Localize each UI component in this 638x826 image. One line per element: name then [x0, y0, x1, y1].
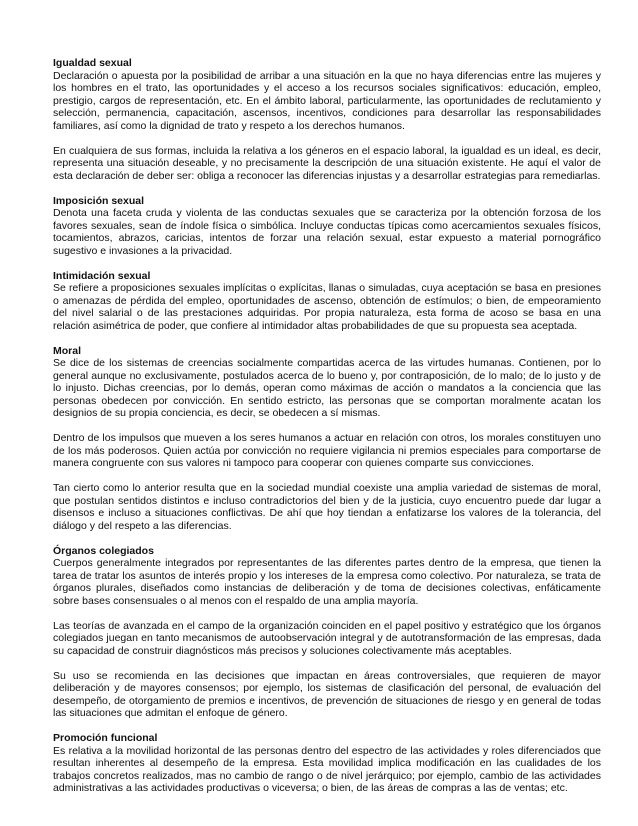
definition-paragraph: Se dice de los sistemas de creencias socialmente compartidas acerca de las virtudes humanas. Contienen, por lo general aunque no exclusivamente, postulados acerca de lo bueno y, por contraposición, de lo malo; de lo justo y de lo injusto. Dichas creencias, por lo demás, operan como máximas de acción o mandatos a la conciencia que las personas obedecen por convicción. En sentido estricto, las personas que se comportan moralmente acatan los designios de su propia conciencia, es decir, se obedecen a sí mismas. — [53, 357, 601, 419]
term-heading: Promoción funcional — [53, 732, 158, 744]
term-heading: Imposición sexual — [53, 194, 145, 207]
definition-paragraph: Se refiere a proposiciones sexuales implícitas o explícitas, llanas o simuladas, cuya aceptación se basa en presiones o amenazas de pérdida del empleo, oportunidades de ascenso, obtención de estímulos; o bien, de empeoramiento del nivel salarial o de las prestaciones adquiridas. Por propia naturaleza, esta forma de acoso se basa en una relación asimétrica de poder, que confiere al intimidador altas probabilidades de que su propuesta sea aceptada. — [53, 282, 601, 332]
term-heading: Intimidación sexual — [53, 269, 151, 282]
section-intimidacion-sexual — [53, 270, 601, 333]
term-heading: Moral — [53, 344, 82, 357]
definition-paragraph: Dentro de los impulsos que mueven a los seres humanos a actuar en relación con otros, los morales constituyen uno de los más poderosos. Quien actúa por convicción no requiere vigilancia ni premios especiales para comportarse de manera congruente con sus valores ni tampoco para cooperar con quienes comparte sus convicciones. — [53, 432, 601, 469]
term-heading: Órganos colegiados — [53, 544, 154, 557]
definition-paragraph: En cualquiera de sus formas, incluida la relativa a los géneros en el espacio laboral, la igualdad es un ideal, es decir, representa una situación deseable, y no precisamente la descripción de una situación existente. He aquí el valor de esta declaración de deber ser: obliga a reconocer las diferencias injustas y a desarrollar estrategias para remediarlas. — [53, 144, 601, 182]
section-organos-colegiados — [53, 545, 601, 720]
definition-paragraph: Las teorías de avanzada en el campo de la organización coinciden en el papel positivo y estratégico que los órganos colegiados juegan en tanto mecanismos de autoobservación integral y de autotransformación de las empresas, dada su capacidad de construir diagnósticos más precisos y soluciones colectivamente más aceptables. — [53, 619, 601, 657]
section-imposicion-sexual — [53, 195, 601, 258]
section-moral — [53, 345, 601, 533]
document-page — [53, 57, 601, 795]
definition-paragraph: Cuerpos generalmente integrados por representantes de las diferentes partes dentro de la empresa, que tienen la tarea de tratar los asuntos de interés propio y los intereses de la empresa como colectivo. Por naturaleza, se trata de órganos plurales, diseñados como instancias de deliberación y de toma de decisiones colectivas, enfáticamente sobre bases consensuales o al menos con el respaldo de una amplia mayoría. — [53, 557, 601, 607]
definition-paragraph: Denota una faceta cruda y violenta de las conductas sexuales que se caracteriza por la obtención forzosa de los favores sexuales, sean de índole física o simbólica. Incluye conductas típicas como acercamientos sexuales físicos, tocamientos, abrazos, caricias, intentos de forzar una relación sexual, estar expuesto a material pornográfico sugestivo e invasiones a la privacidad. — [53, 207, 601, 257]
section-promocion-funcional — [53, 732, 601, 795]
definition-paragraph: Declaración o apuesta por la posibilidad de arribar a una situación en la que no haya diferencias entre las mujeres y los hombres en el trato, las oportunidades y el acceso a los recursos sociales significativos: educación, empleo, prestigio, cargos de representación, etc. En el ámbito laboral, particularmente, las oportunidades de reclutamiento y selección, permanencia, capacitación, ascensos, incentivos, condiciones para desarrollar las responsabilidades familiares, así como la dignidad de trato y respeto a los derechos humanos. — [53, 69, 601, 132]
definition-paragraph: Su uso se recomienda en las decisiones que impactan en áreas controversiales, que requieren de mayor deliberación y de mayores consensos; por ejemplo, los sistemas de clasificación del personal, de evaluación del desempeño, de otorgamiento de premios e incentivos, de prevención de situaciones de riesgo y en general de todas las situaciones que admitan el enfoque de género. — [53, 669, 601, 719]
section-igualdad-sexual — [53, 57, 601, 182]
definition-paragraph: Es relativa a la movilidad horizontal de las personas dentro del espectro de las actividades y roles diferenciados que resultan inherentes al desempeño de la empresa. Esta movilidad implica modificación en las cualidades de los trabajos concretos realizados, mas no cambio de rango o de nivel jerárquico; por ejemplo, cambio de las actividades administrativas a las actividades productivas o viceversa; o bien, de las áreas de compras a las de ventas; etc. — [53, 744, 601, 794]
term-heading: Igualdad sexual — [53, 57, 132, 69]
definition-paragraph: Tan cierto como lo anterior resulta que en la sociedad mundial coexiste una amplia variedad de sistemas de moral, que postulan sentidos distintos e incluso contradictorios del bien y de la justicia, cuyo encuentro puede dar lugar a disensos e incluso a situaciones conflictivas. De ahí que hoy tiendan a enfatizarse los valores de la tolerancia, del diálogo y del respeto a las diferencias. — [53, 482, 601, 532]
